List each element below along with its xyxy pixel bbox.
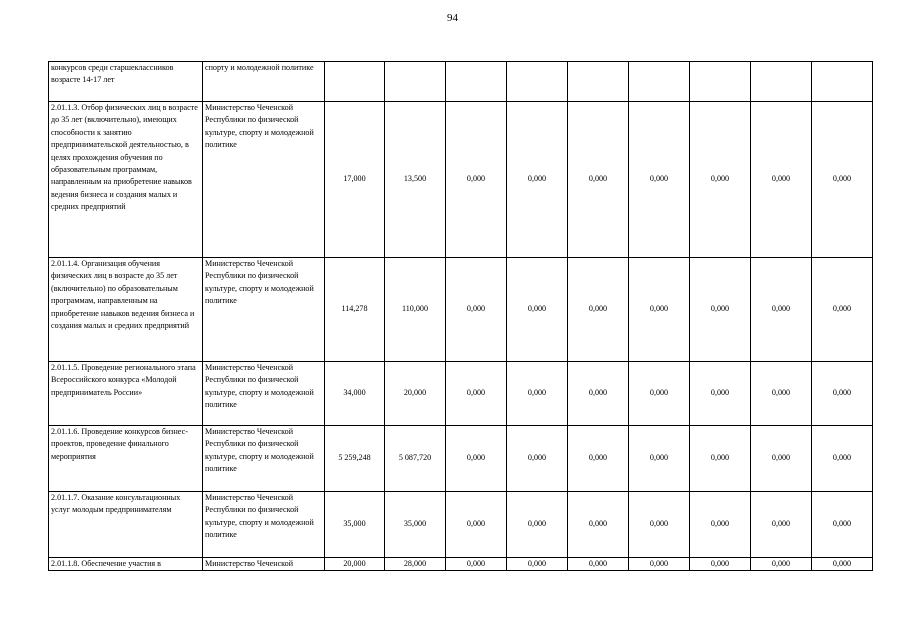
funding-value-cell: 0,000 [751, 426, 812, 492]
funding-value-cell: 20,000 [385, 362, 446, 426]
funding-value-cell [568, 62, 629, 102]
funding-value-cell: 0,000 [507, 492, 568, 558]
responsible-org-cell: Министерство Чеченской Республики по физической культуре, спорту и молодежной политике [203, 102, 325, 258]
funding-value-cell: 0,000 [568, 558, 629, 571]
funding-value-cell [629, 62, 690, 102]
table-row [49, 362, 873, 426]
funding-value-cell: 0,000 [812, 258, 873, 362]
funding-value-cell: 0,000 [690, 102, 751, 258]
funding-value-cell: 0,000 [507, 362, 568, 426]
funding-value-cell: 0,000 [446, 558, 507, 571]
responsible-org-cell: Министерство Чеченской [203, 558, 325, 571]
activity-name-cell: 2.01.1.7. Оказание консультационных услуг молодым предпринимателям [49, 492, 203, 558]
funding-value-cell: 0,000 [629, 492, 690, 558]
funding-value-cell [751, 62, 812, 102]
funding-value-cell: 0,000 [446, 426, 507, 492]
funding-value-cell: 114,278 [325, 258, 385, 362]
responsible-org-cell: спорту и молодежной политике [203, 62, 325, 102]
funding-value-cell: 0,000 [812, 558, 873, 571]
funding-value-cell: 0,000 [507, 426, 568, 492]
responsible-org-cell: Министерство Чеченской Республики по физической культуре, спорту и молодежной политике [203, 362, 325, 426]
funding-value-cell: 0,000 [690, 426, 751, 492]
funding-value-cell: 5 259,248 [325, 426, 385, 492]
funding-value-cell: 0,000 [629, 258, 690, 362]
funding-value-cell: 5 087,720 [385, 426, 446, 492]
responsible-org-cell: Министерство Чеченской Республики по физической культуре, спорту и молодежной политике [203, 426, 325, 492]
funding-value-cell [690, 62, 751, 102]
table-row [49, 426, 873, 492]
funding-value-cell: 0,000 [812, 492, 873, 558]
activity-name-cell: 2.01.1.8. Обеспечение участия в [49, 558, 203, 571]
funding-value-cell: 35,000 [325, 492, 385, 558]
funding-value-cell: 0,000 [446, 258, 507, 362]
funding-value-cell: 110,000 [385, 258, 446, 362]
funding-value-cell: 35,000 [385, 492, 446, 558]
funding-value-cell: 0,000 [568, 492, 629, 558]
table-body [49, 62, 873, 571]
funding-value-cell: 20,000 [325, 558, 385, 571]
funding-value-cell: 0,000 [812, 362, 873, 426]
budget-table [48, 61, 873, 571]
funding-value-cell [385, 62, 446, 102]
table-row [49, 258, 873, 362]
funding-value-cell: 0,000 [568, 258, 629, 362]
activity-name-cell: 2.01.1.4. Организация обучения физических лиц в возрасте до 35 лет (включительно) по образовательным программам, направленным на приобретение навыков ведения бизнеса и создания малых и средних предприятий [49, 258, 203, 362]
table-row [49, 558, 873, 571]
funding-value-cell: 0,000 [629, 362, 690, 426]
activity-name-cell: 2.01.1.6. Проведение конкурсов бизнес-проектов, проведение финального мероприятия [49, 426, 203, 492]
activity-name-cell: 2.01.1.5. Проведение регионального этапа Всероссийского конкурса «Молодой предприниматель России» [49, 362, 203, 426]
funding-value-cell: 0,000 [751, 558, 812, 571]
funding-value-cell: 0,000 [568, 362, 629, 426]
funding-value-cell: 34,000 [325, 362, 385, 426]
funding-value-cell: 0,000 [507, 558, 568, 571]
funding-value-cell: 0,000 [751, 102, 812, 258]
funding-value-cell: 0,000 [629, 426, 690, 492]
funding-value-cell: 17,000 [325, 102, 385, 258]
funding-value-cell: 0,000 [568, 426, 629, 492]
responsible-org-cell: Министерство Чеченской Республики по физической культуре, спорту и молодежной политике [203, 492, 325, 558]
funding-value-cell: 0,000 [690, 258, 751, 362]
funding-value-cell: 0,000 [751, 362, 812, 426]
activity-name-cell: 2.01.1.3. Отбор физических лиц в возрасте до 35 лет (включительно), имеющих способности к занятию предпринимательской деятельностью, в целях прохождения обучения по образовательным программам, направленным на приобретение навыков ведения бизнеса и создания малых и средних предприятий [49, 102, 203, 258]
table-row [49, 62, 873, 102]
funding-value-cell: 28,000 [385, 558, 446, 571]
funding-value-cell: 0,000 [568, 102, 629, 258]
activity-name-cell: конкурсов среди старшеклассников возрасте 14-17 лет [49, 62, 203, 102]
funding-value-cell: 0,000 [812, 102, 873, 258]
funding-value-cell: 0,000 [751, 258, 812, 362]
funding-value-cell: 13,500 [385, 102, 446, 258]
funding-value-cell: 0,000 [446, 492, 507, 558]
funding-value-cell: 0,000 [507, 258, 568, 362]
funding-value-cell [812, 62, 873, 102]
funding-value-cell [446, 62, 507, 102]
funding-value-cell: 0,000 [629, 102, 690, 258]
funding-value-cell: 0,000 [446, 362, 507, 426]
funding-value-cell: 0,000 [812, 426, 873, 492]
funding-value-cell: 0,000 [690, 362, 751, 426]
funding-value-cell [507, 62, 568, 102]
table-row [49, 102, 873, 258]
table-row [49, 492, 873, 558]
funding-value-cell: 0,000 [751, 492, 812, 558]
funding-value-cell: 0,000 [629, 558, 690, 571]
funding-value-cell: 0,000 [446, 102, 507, 258]
responsible-org-cell: Министерство Чеченской Республики по физической культуре, спорту и молодежной политике [203, 258, 325, 362]
page-number: 94 [447, 12, 458, 24]
funding-value-cell: 0,000 [690, 558, 751, 571]
funding-value-cell: 0,000 [507, 102, 568, 258]
funding-value-cell: 0,000 [690, 492, 751, 558]
funding-value-cell [325, 62, 385, 102]
